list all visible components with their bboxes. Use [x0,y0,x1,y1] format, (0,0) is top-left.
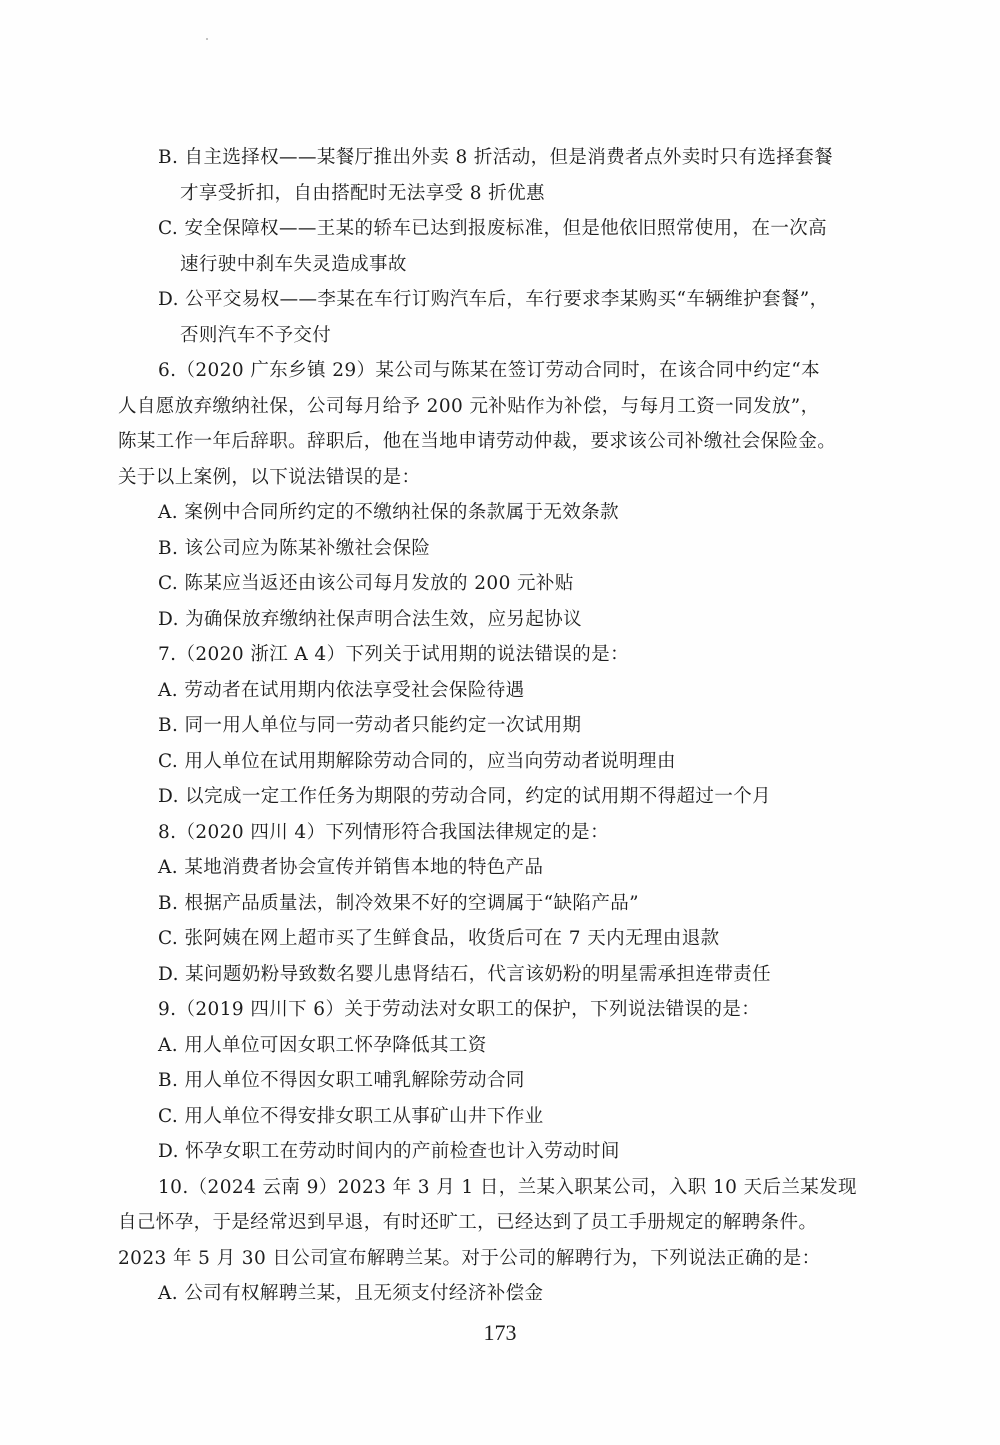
option-d-q7: D. 以完成一定工作任务为期限的劳动合同，约定的试用期不得超过一个月 [158,786,772,807]
option-d-q5-cont: 否则汽车不予交付 [180,324,332,346]
question-8-stem: 8.（2020 四川 4）下列情形符合我国法律规定的是： [158,821,609,843]
option-d-q6: D. 为确保放弃缴纳社保声明合法生效，应另起协议 [158,608,583,630]
option-c-q8: C. 张阿姨在网上超市买了生鲜食品，收货后可在 7 天内无理由退款 [158,928,720,949]
option-d-q8: D. 某问题奶粉导致数名婴儿患肾结石，代言该奶粉的明星需承担连带责任 [158,963,772,985]
option-a-q9: A. 用人单位可因女职工怀孕降低其工资 [158,1034,487,1056]
question-6-stem: 6.（2020 广东乡镇 29）某公司与陈某在签订劳动合同时，在该合同中约定“本 [158,360,820,381]
question-10-stem-cont: 2023 年 5 月 30 日公司宣布解聘兰某。对于公司的解聘行为，下列说法正确的是： [118,1247,821,1269]
option-b-q6: B. 该公司应为陈某补缴社会保险 [158,537,431,559]
option-b-q5: B. 自主选择权——某餐厅推出外卖 8 折活动，但是消费者点外卖时只有选择套餐 [158,147,833,168]
option-c-q7: C. 用人单位在试用期解除劳动合同的，应当向劳动者说明理由 [158,750,676,772]
option-b-q8: B. 根据产品质量法，制冷效果不好的空调属于“缺陷产品” [158,892,639,914]
question-6-stem-cont: 人自愿放弃缴纳社保，公司每月给予 200 元补贴作为补偿，与每月工资一同发放”， [118,395,820,417]
option-b-q7: B. 同一用人单位与同一劳动者只能约定一次试用期 [158,715,582,736]
scan-speck [206,38,208,40]
option-d-q5: D. 公平交易权——李某在车行订购汽车后，车行要求李某购买“车辆维护套餐”， [158,289,829,310]
option-d-q9: D. 怀孕女职工在劳动时间内的产前检查也计入劳动时间 [158,1141,620,1162]
option-c-q9: C. 用人单位不得安排女职工从事矿山井下作业 [158,1105,544,1127]
option-b-q9: B. 用人单位不得因女职工哺乳解除劳动合同 [158,1070,525,1091]
option-a-q10: A. 公司有权解聘兰某，且无须支付经济补偿金 [158,1283,544,1304]
text-body [118,140,858,1312]
question-6-stem-cont: 关于以上案例，以下说法错误的是： [118,466,421,488]
option-c-q5-cont: 速行驶中刹车失灵造成事故 [180,253,407,275]
option-a-q6: A. 案例中合同所约定的不缴纳社保的条款属于无效条款 [158,502,620,523]
option-a-q8: A. 某地消费者协会宣传并销售本地的特色产品 [158,857,544,878]
option-c-q5: C. 安全保障权——王某的轿车已达到报废标准，但是他依旧照常使用，在一次高 [158,218,828,239]
option-a-q7: A. 劳动者在试用期内依法享受社会保险待遇 [158,679,525,701]
option-c-q6: C. 陈某应当返还由该公司每月发放的 200 元补贴 [158,573,574,594]
question-10-stem: 10.（2024 云南 9）2023 年 3 月 1 日，兰某入职某公司，入职 10 天后兰某发现 [158,1176,857,1198]
question-7-stem: 7.（2020 浙江 A 4）下列关于试用期的说法错误的是： [158,644,630,665]
page-number: 173 [483,1320,517,1345]
question-6-stem-cont: 陈某工作一年后辞职。辞职后，他在当地申请劳动仲裁，要求该公司补缴社会保险金。 [118,431,837,452]
option-b-q5-cont: 才享受折扣，自由搭配时无法享受 8 折优惠 [180,182,545,204]
question-9-stem: 9.（2019 四川下 6）关于劳动法对女职工的保护，下列说法错误的是： [158,999,761,1020]
question-10-stem-cont: 自己怀孕，于是经常迟到早退，有时还旷工，已经达到了员工手册规定的解聘条件。 [118,1212,818,1233]
